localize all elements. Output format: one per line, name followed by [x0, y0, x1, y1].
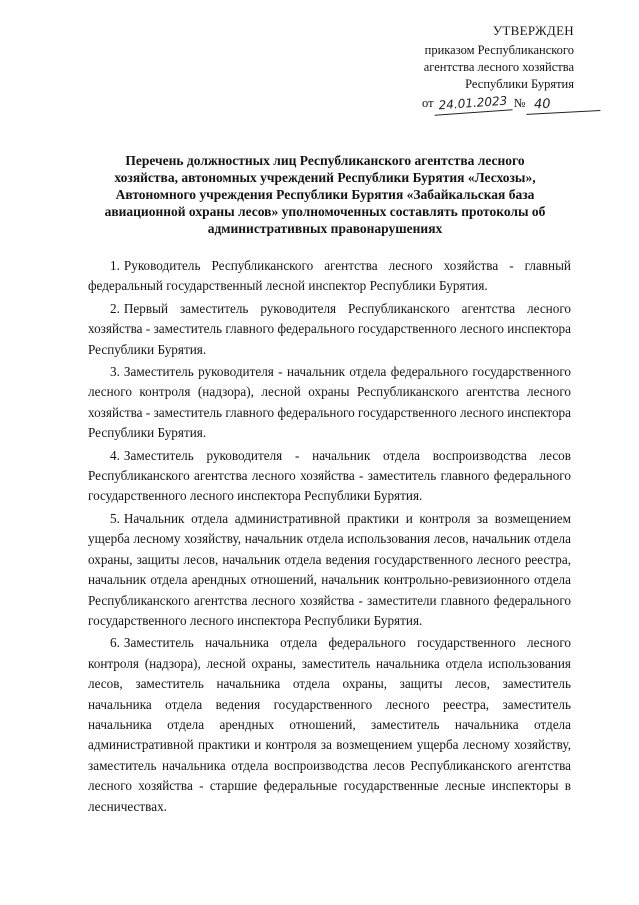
list-item-number: 3.: [110, 364, 120, 380]
list-item-text: Заместитель руководителя - начальник отдела воспроизводства лесов Республиканского агентства лесного хозяйства - заместитель главного федерального государственного лесного инспектора Республики Бурятия.: [88, 447, 571, 504]
document-title: [70, 152, 580, 237]
list-item: [88, 509, 571, 631]
list-item-text: Заместитель руководителя - начальник отдела федерального государственного лесного контроля (надзора), лесной охраны Республиканского агентства лесного хозяйства - заместитель главного федерального государственного лесного инспектора Республики Бурятия.: [88, 364, 571, 441]
order-number-handwritten: 40: [525, 93, 600, 115]
title-line: Перечень должностных лиц Республиканского агентства лесного: [125, 153, 525, 168]
approval-line: Республики Бурятия: [465, 77, 574, 91]
approved-heading: УТВЕРЖДЕН: [492, 23, 574, 38]
list-item-text: Начальник отдела административной практики и контроля за возмещением ущерба лесному хозяйству, начальник отдела использования лесов, начальник отдела охраны, защиты лесов, начальник отдела ведения государственного лесного реестра, начальник отдела арендных отношений, начальник контрольно-ревизионного отдела Республиканского агентства лесного хозяйства - заместители главного федерального государственного лесного инспектора Республики Бурятия.: [88, 510, 571, 628]
list-item: [88, 256, 571, 297]
approval-stamp: [400, 22, 600, 115]
title-line: авиационной охраны лесов» уполномоченных составлять протоколы об: [104, 204, 546, 219]
list-item-number: 4.: [110, 447, 120, 463]
list-item: [88, 633, 571, 817]
list-item-text: Первый заместитель руководителя Республиканского агентства лесного хозяйства - заместитель главного федерального государственного лесного инспектора Республики Бурятия.: [88, 300, 571, 357]
order-date-handwritten: 24.01.2023: [433, 92, 512, 115]
list-item-number: 6.: [110, 635, 120, 651]
list-item: [88, 446, 571, 507]
title-line: Автономного учреждения Республики Бурятия «Забайкальская база: [115, 187, 535, 202]
list-item-text: Заместитель начальника отдела федерального государственного лесного контроля (надзора), лесной охраны, заместитель начальника отдела использования лесов, заместитель начальника отдела охраны, защиты лесов, заместитель начальника отдела ведения государственного лесного реестра, заместитель начальника отдела арендных отношений, заместитель начальника отдела административной практики и контроля за возмещением ущерба лесному хозяйству, заместитель начальника отдела воспроизводства лесов Республиканского агентства лесного хозяйства - старшие федеральные государственные лесные инспекторы в лесничествах.: [88, 635, 571, 814]
order-number-label: №: [513, 96, 526, 110]
order-reference: [400, 95, 600, 115]
list-item: [88, 362, 571, 444]
approval-line: приказом Республиканского: [424, 43, 574, 57]
order-from-label: от: [422, 96, 434, 110]
list-item: [88, 299, 571, 360]
list-item-number: 1.: [110, 258, 120, 273]
document-body: [88, 256, 571, 819]
approval-line: агентства лесного хозяйства: [423, 60, 574, 74]
list-item-text: Руководитель Республиканского агентства лесного хозяйства - главный федеральный государственный лесной инспектор Республики Бурятия.: [88, 258, 571, 294]
title-line: хозяйства, автономных учреждений Республики Бурятия «Лесхозы»,: [114, 170, 536, 185]
title-line: административных правонарушениях: [207, 221, 443, 236]
list-item-number: 5.: [110, 510, 120, 526]
list-item-number: 2.: [110, 300, 120, 316]
